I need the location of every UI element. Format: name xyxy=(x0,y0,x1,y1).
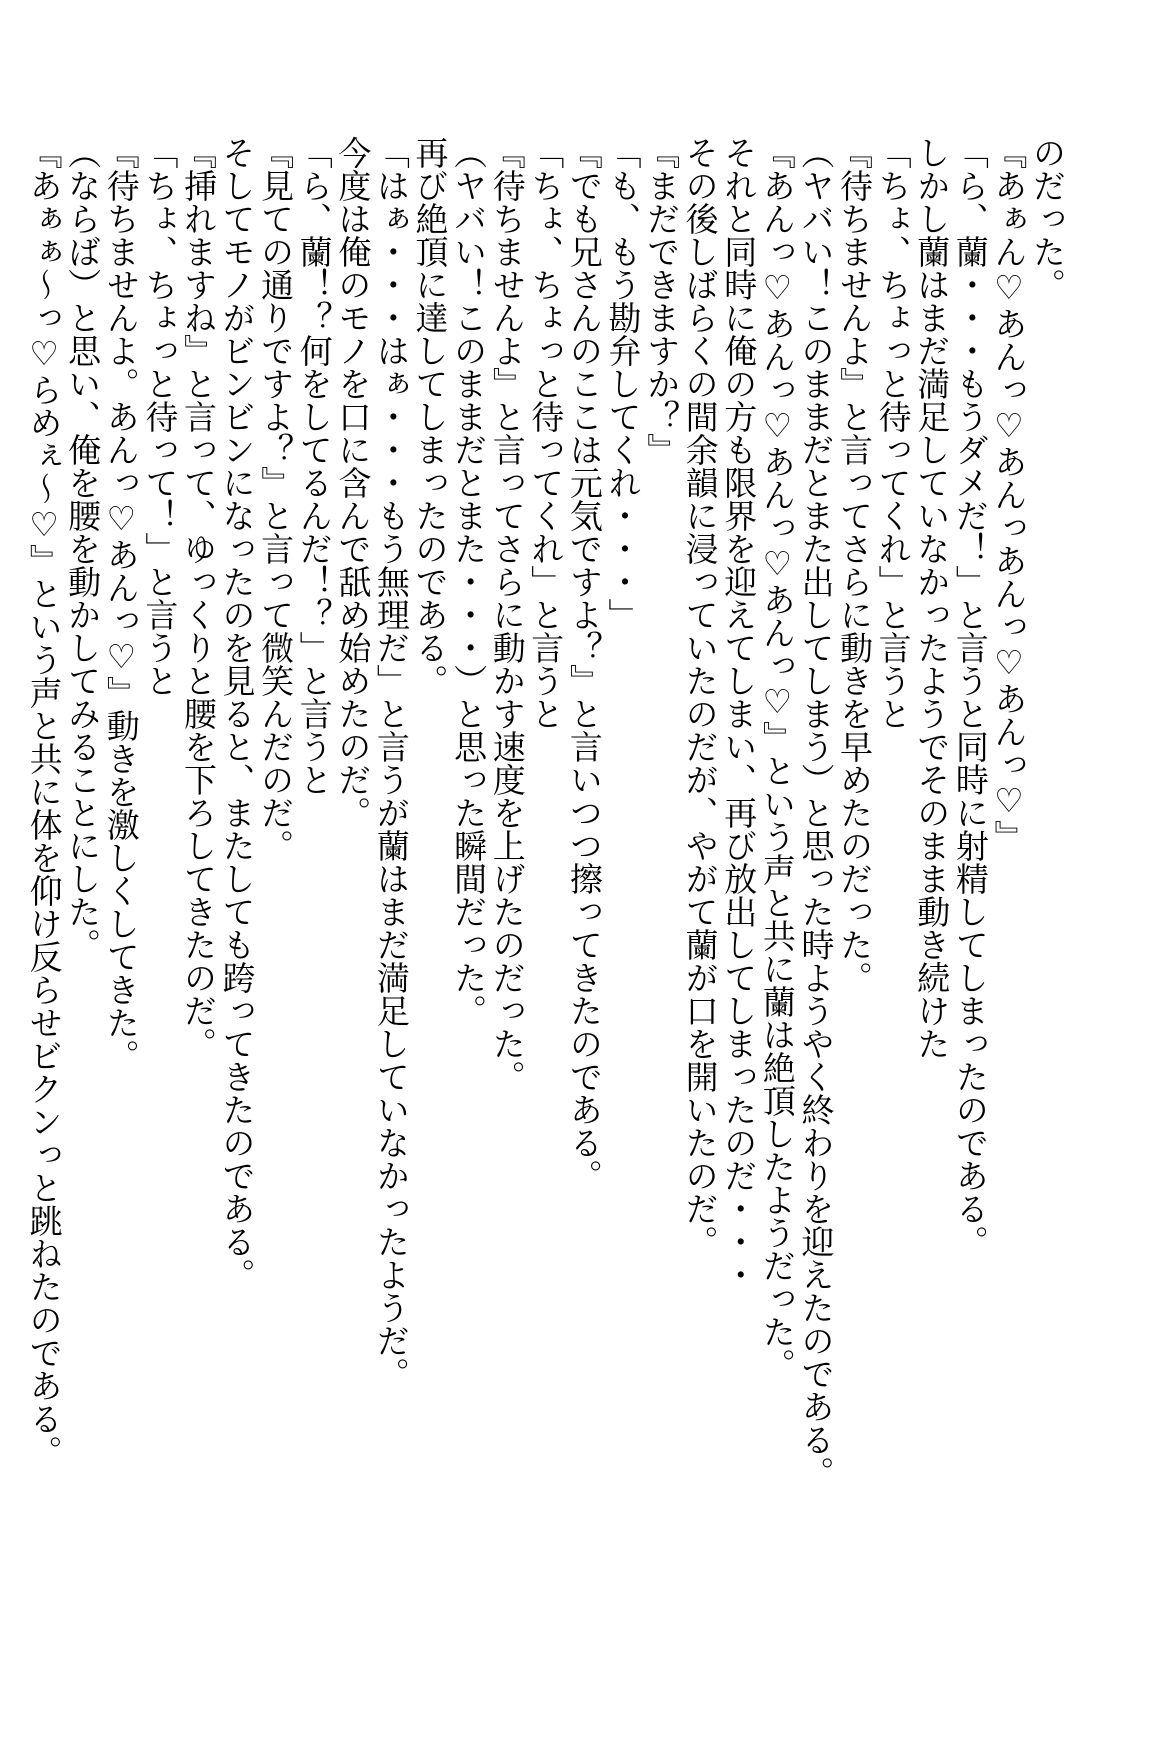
text-line: 『あぁぁ～っ♡らめぇ～♡』という声と共に体を仰け反らせビクンっと跳ねたのである。 xyxy=(24,136,64,1468)
text-line: 「ちょ、ちょっと待って！」と言うと xyxy=(140,136,180,697)
text-line: 『待ちませんよ』と言ってさらに動きを早めたのだった。 xyxy=(835,136,875,994)
text-line: 「はぁ・・・はぁ・・・もう無理だ」と言うが蘭はまだ満足していなかったようだ。 xyxy=(371,136,411,1390)
text-line: 「ら、蘭！？何をしてるんだ！？」と言うと xyxy=(294,136,334,796)
text-line: 『待ちませんよ』と言ってさらに動かす速度を上げたのだった。 xyxy=(487,136,527,1093)
text-line: （ならば）と思い、俺を腰を動かしてみることにした。 xyxy=(63,136,103,961)
text-line: 『待ちませんよ。あんっ♡あんっ♡』動きを激しくしてきた。 xyxy=(101,136,141,1072)
text-line: 『挿れますね』と言って、ゆっくりと腰を下ろしてきたのだ。 xyxy=(178,136,218,1060)
text-line: 「ちょ、ちょっと待ってくれ」と言うと xyxy=(526,136,566,730)
text-line: 『あぁん♡あんっ♡あんっあんっ♡あんっ♡』 xyxy=(989,136,1029,853)
text-line: 今度は俺のモノを口に含んで舐め始めたのだ。 xyxy=(333,136,373,829)
text-line: （ヤバい！このままだとまた出してしまう）と思った時ようやく終わりを迎えたのである。 xyxy=(796,136,836,1489)
text-line: 『まだできますか？』 xyxy=(642,136,682,466)
text-line: 『見ての通りですよ？』と言って微笑んだのだ。 xyxy=(256,136,296,862)
text-line: 再び絶頂に達してしまったのである。 xyxy=(410,136,450,697)
text-line: その後しばらくの間余韻に浸っていたのだが、やがて蘭が口を開いたのだ。 xyxy=(680,136,720,1258)
text-line: そしてモノがビンビンになったのを見ると、またしても跨ってきたのである。 xyxy=(217,136,257,1291)
text-line: （ヤバい！このままだとまた・・・）と思った瞬間だった。 xyxy=(449,136,489,1027)
text-line: 「ら、蘭・・・もうダメだ！」と言うと同時に射精してしまったのである。 xyxy=(950,136,990,1258)
text-line: しかし蘭はまだ満足していなかったようでそのまま動き続けた xyxy=(912,136,952,1060)
vertical-text-body xyxy=(24,136,1067,1489)
text-line: のだった。 xyxy=(1028,136,1067,301)
text-line: それと同時に俺の方も限界を迎えてしまい、再び放出してしまったのだ・・・ xyxy=(719,136,759,1291)
text-line: 『でも兄さんのここは元気ですよ？』と言いつつ擦ってきたのである。 xyxy=(564,136,604,1192)
text-line: 「も、もう勘弁してくれ・・・」 xyxy=(603,136,643,631)
text-line: 「ちょ、ちょっと待ってくれ」と言うと xyxy=(873,136,913,730)
text-line: 『あんっ♡あんっ♡あんっ♡あんっ♡』という声と共に蘭は絶頂したようだった。 xyxy=(757,136,797,1381)
